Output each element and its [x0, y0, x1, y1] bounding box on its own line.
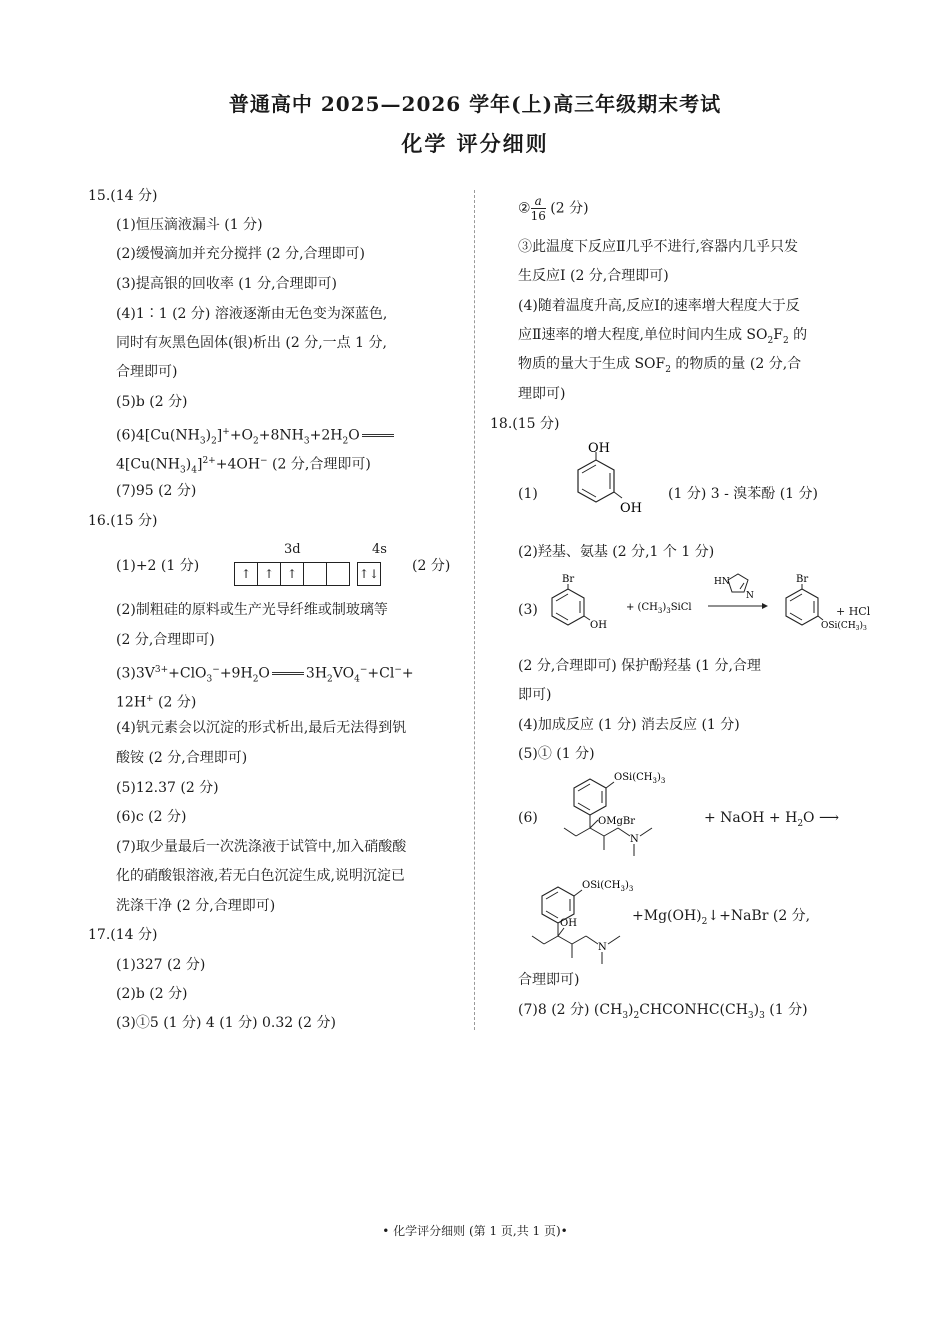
svg-text:OH: OH — [590, 620, 607, 631]
svg-text:Br: Br — [796, 574, 809, 585]
q16-line: (2)制粗硅的原料或生产光导纤维或制玻璃等 — [116, 602, 388, 618]
q15-line: (2)缓慢滴加并充分搅拌 (2 分,合理即可) — [116, 246, 366, 262]
orbital-box: ↑ — [234, 562, 258, 586]
q17-line: 理即可) — [518, 386, 566, 402]
svg-text:+ (CH3)3SiCl: + $(CH_3)_3SiCl$ — [626, 602, 692, 615]
exam-subtitle: 化学 评分细则 — [401, 131, 549, 156]
q15-line: (1)恒压滴液漏斗 (1 分) — [116, 217, 263, 233]
orbital-box: ↑ — [257, 562, 281, 586]
q15-line: 合理即可) — [116, 364, 178, 380]
q18-part6-reactant: (6) $OSi(CH_3)_3$ OMgBr N + NaOH + $H_2O$ ⟶ — [518, 766, 863, 872]
q15-equation-2: $4[Cu(NH_3)_4]^{2+}+4OH^-$ (2 分,合理即可) — [116, 456, 371, 476]
svg-text:N: N — [630, 834, 639, 845]
svg-text:OSi(CH3)3: $OSi(CH_3)_3$ — [614, 772, 666, 785]
q16-line: 洗涤干净 (2 分,合理即可) — [116, 898, 276, 914]
q16-line: (7)取少量最后一次洗涤液于试管中,加入硝酸酸 — [116, 839, 407, 855]
q17-line: (4)随着温度升高,反应Ⅰ的速率增大程度大于反 — [518, 298, 800, 314]
q16-heading: 16.(15 分) — [88, 513, 158, 529]
orbital-box — [303, 562, 327, 586]
q18-line: (4)加成反应 (1 分) 消去反应 (1 分) — [518, 717, 740, 733]
svg-text:N: N — [746, 591, 754, 601]
q18-part6-product: $OSi(CH_3)_3$ OH N $+Mg(OH)_2↓+NaBr$ (2 分, — [518, 876, 863, 976]
svg-text:OMgBr: OMgBr — [598, 816, 635, 827]
q17-line: (3)①5 (1 分) 4 (1 分) 0.32 (2 分) — [116, 1015, 336, 1031]
q16-line: 酸铵 (2 分,合理即可) — [116, 750, 248, 766]
q16-line: (6)c (2 分) — [116, 809, 187, 825]
svg-text:N: N — [598, 942, 607, 953]
q16-equation: $(3)3V^{3+}+ClO_3^-+9H_2O$ $3H_2VO_4^-+Cl^-+$ — [116, 665, 414, 685]
q17-line: 物质的量大于生成 $SOF_2$ 的物质的量 (2 分,合 — [518, 356, 802, 375]
svg-text:OH: OH — [560, 918, 577, 929]
q18-line: (7)8 (2 分) $(CH_3)_2CHCONHC(CH_3)_3$ (1 分) — [518, 1002, 808, 1021]
svg-text:HN: HN — [714, 577, 730, 587]
exam-title: 普通高中 2025—2026 学年(上)高三年级期末考试 — [228, 92, 722, 116]
q17-line: (2)b (2 分) — [116, 986, 188, 1002]
q16-line: 12H+ (2 分) — [116, 694, 197, 711]
q18-line: (2 分,合理即可) 保护酚羟基 (1 分,合理 — [518, 658, 761, 674]
q16-line: (2 分,合理即可) — [116, 632, 215, 648]
svg-text:Br: Br — [562, 574, 575, 585]
q16-line: (5)12.37 (2 分) — [116, 780, 219, 796]
q15-line: (3)提高银的回收率 (1 分,合理即可) — [116, 276, 338, 292]
label-4s: 4s — [372, 542, 387, 557]
q15-line: (4)1∶1 (2 分) 溶液逐渐由无色变为深蓝色, — [116, 306, 388, 322]
q18-part1: (1) OH OH (1 分) 3 - 溴苯酚 (1 分) — [518, 440, 858, 532]
bromophenol-structure — [544, 440, 644, 532]
q18-line: (5)① (1 分) — [518, 746, 595, 762]
orbital-box: ↑ — [280, 562, 304, 586]
oh-label: OH — [588, 441, 610, 456]
equals-sign — [272, 672, 304, 675]
silylation-reaction — [538, 572, 868, 642]
q17-line: 应Ⅱ速率的增大程度,单位时间内生成 $SO_2F_2$ 的 — [518, 327, 808, 346]
q15-line: (5)b (2 分) — [116, 394, 188, 410]
q17-line: (1)327 (2 分) — [116, 957, 206, 973]
column-divider — [474, 190, 475, 1030]
q15-line: (7)95 (2 分) — [116, 483, 197, 499]
orbital-diagram — [234, 562, 380, 586]
oh-label: OH — [620, 501, 642, 516]
q15-heading: 15.(14 分) — [88, 188, 158, 204]
q18-heading: 18.(15 分) — [490, 416, 560, 432]
q16-line: (4)钒元素会以沉淀的形式析出,最后无法得到钒 — [116, 720, 407, 736]
orbital-box-4s: ↑↓ — [357, 562, 381, 586]
grignard-adduct-structure — [544, 766, 684, 872]
q18-part3: (3) Br OH + $(CH_3)_3SiCl$ HN N Br $OSi(CH_3)_3$ + HCl — [518, 572, 863, 642]
fraction: $\frac{a}{16}$ — [530, 194, 546, 223]
q15-equation-1: $(6)4[Cu(NH_3)_2]^++O_2+8NH_3+2H_2O$ — [116, 422, 396, 451]
q17-line: ③此温度下反应Ⅱ几乎不进行,容器内几乎只发 — [518, 239, 798, 255]
equals-sign — [362, 434, 394, 437]
page-footer: • 化学评分细则 (第 1 页,共 1 页)• — [382, 1224, 568, 1238]
label-3d: 3d — [284, 542, 301, 557]
q18-line: 合理即可) — [518, 972, 580, 988]
svg-text:OSi(CH3)3: $OSi(CH_3)_3$ — [821, 621, 867, 632]
q18-line: (2)羟基、氨基 (2 分,1 个 1 分) — [518, 544, 715, 560]
q17-fraction-line: ② $\frac{a}{16}$ (2 分) — [518, 194, 589, 223]
svg-text:OSi(CH3)3: $OSi(CH_3)_3$ — [582, 880, 634, 893]
q17-heading: 17.(14 分) — [88, 927, 158, 943]
q15-line: 同时有灰黑色固体(银)析出 (2 分,一点 1 分, — [116, 335, 387, 351]
q18-line: 即可) — [518, 687, 552, 703]
q16-line: 化的硝酸银溶液,若无白色沉淀生成,说明沉淀已 — [116, 868, 405, 884]
q17-line: 生反应Ⅰ (2 分,合理即可) — [518, 268, 669, 284]
orbital-box — [326, 562, 350, 586]
